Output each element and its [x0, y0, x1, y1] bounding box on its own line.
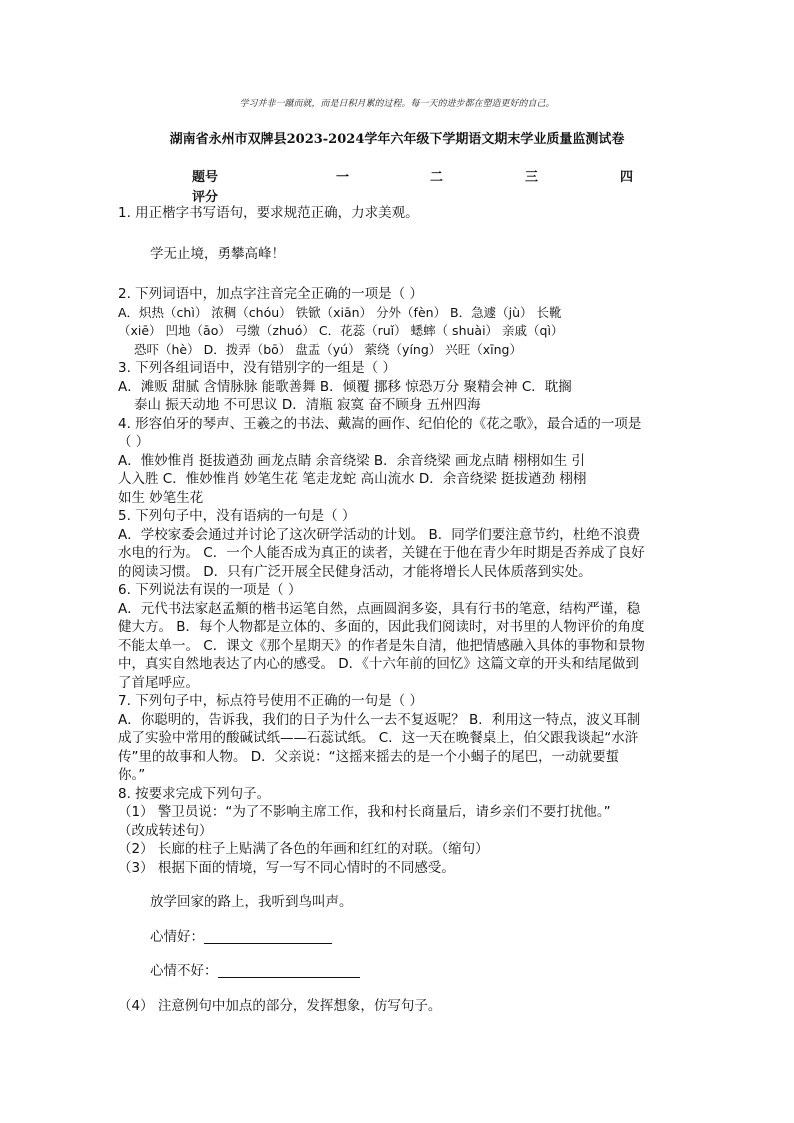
- q4-options-line: 如生 妙笔生花: [118, 489, 204, 506]
- q7-options-line: 传”里的故事和人物。 D．父亲说：“这摇来摇去的是一个小蝎子的尾巴，一动就要蜇: [118, 748, 620, 765]
- question-list: [118, 204, 676, 1015]
- q5-options-line: A．学校家委会通过并讨论了这次研学活动的计划。 B．同学们要注意节约，杜绝不浪费: [118, 526, 641, 543]
- q2-options-line: A．炽热（chì） 浓稠（chóu） 铁锨（xiān） 分外（fèn） B．急遽（jù） 长靴: [118, 304, 562, 320]
- q3-options-line: A．滩贩 甜腻 含情脉脉 能歌善舞 B．倾覆 挪移 惊恐万分 聚精会神 C．耽搁: [118, 378, 572, 395]
- score-table-eval-row: [0, 186, 794, 204]
- q8-part-3: （3） 根据下面的情境，写一写不同心情时的不同感受。: [118, 859, 455, 876]
- q8-part-2: （2） 长廊的柱子上贴满了各色的年画和红红的对联。（缩句）: [118, 841, 489, 857]
- bad-mood-label: 心情不好：: [150, 963, 218, 979]
- q8-part-4: （4） 注意例句中加点的部分，发挥想象，仿写句子。: [118, 997, 442, 1014]
- q7-options-line: A．你聪明的，告诉我，我们的日子为什么一去不复返呢？ B．利用这一特点，波义耳制: [118, 711, 641, 728]
- bad-mood-row: [118, 962, 676, 981]
- page-motto: 学习并非一蹴而就，而是日积月累的过程。每一天的进步都在塑造更好的自己。: [239, 99, 555, 109]
- question-4: 4. 形容伯牙的琴声、王羲之的书法、戴嵩的画作、纪伯伦的《花之歌》，最合适的一项是: [118, 415, 642, 432]
- q2-options-line: （xiē） 凹地（āo） 弓缴（zhuó） C．花蕊（ruǐ） 蟋蟀（ shuài） 亲戚（qì）: [118, 323, 564, 338]
- score-col-4: 四: [620, 170, 634, 185]
- good-mood-answer-blank[interactable]: [204, 929, 332, 944]
- question-8: 8. 按要求完成下列句子。: [118, 785, 271, 802]
- score-table-label: 题号: [192, 170, 219, 185]
- question-7: 7. 下列句子中，标点符号使用不正确的一句是（ ）: [118, 693, 423, 709]
- q2-options-line: 恐吓（hè） D．拨弄（bō） 盘盂（yú） 萦绕（yíng） 兴旺（xīng）: [134, 341, 522, 357]
- q7-options-line: 你。”: [118, 767, 146, 783]
- copy-sentence: 学无止境，勇攀高峰！: [150, 245, 285, 262]
- good-mood-label: 心情好：: [150, 928, 204, 945]
- exam-title: 湖南省永州市双牌县2023-2024学年六年级下学期语文期末学业质量监测试卷: [169, 132, 625, 147]
- question-6: 6. 下列说法有误的一项是（ ）: [118, 582, 302, 598]
- question-3: 3. 下列各组词语中，没有错别字的一组是（ ）: [118, 360, 396, 376]
- q6-options-line: A．元代书法家赵孟頫的楷书运笔自然，点画圆润多姿，具有行书的笔意，结构严谨，稳: [118, 600, 641, 617]
- q4-options-line: A．惟妙惟肖 挺拔遒劲 画龙点睛 余音绕梁 B．余音绕梁 画龙点睛 栩栩如生 引: [118, 452, 586, 469]
- score-table-header: [0, 166, 794, 184]
- q8-part-1: （1） 警卫员说：“为了不影响主席工作，我和村长商量后，请乡亲们不要打扰他。”: [118, 804, 611, 820]
- q6-options-line: 健大方。 B．每个人物都是立体的、多面的，因此我们阅读时，对书里的人物评价的角度: [118, 619, 645, 635]
- score-col-1: 一: [336, 170, 350, 185]
- score-col-3: 三: [525, 170, 539, 185]
- q5-options-line: 的阅读习惯。 D．只有广泛开展全民健身活动，才能将增长人民体质落到实处。: [118, 563, 592, 580]
- q6-options-line: 不能太单一。 C．课文《那个星期天》的作者是朱自清，他把情感融入具体的事物和景物: [118, 637, 645, 654]
- q7-options-line: 成了实验中常用的酸碱试纸——石蕊试纸。 C．这一天在晚餐桌上，伯父跟我谈起“水浒: [118, 730, 639, 746]
- question-5: 5. 下列句子中，没有语病的一句是（ ）: [118, 508, 356, 524]
- score-col-2: 二: [430, 170, 444, 185]
- q3-options-line: 泰山 振天动地 不可思议 D．清瓶 寂寞 奋不顾身 五州四海: [134, 397, 481, 413]
- scenario-text: 放学回家的路上，我听到鸟叫声。: [150, 894, 353, 910]
- q6-options-line: 中，真实自然地表达了内心的感受。 D．《十六年前的回忆》这篇文章的开头和结尾做到: [118, 656, 639, 672]
- q4-options-line: 人入胜 C．惟妙惟肖 妙笔生花 笔走龙蛇 高山流水 D．余音绕梁 挺拔遒劲 栩栩: [118, 471, 587, 487]
- q6-options-line: 了首尾呼应。: [118, 674, 199, 691]
- bad-mood-answer-blank[interactable]: [218, 963, 360, 978]
- question-1: 1. 用正楷字书写语句，要求规范正确，力求美观。: [118, 205, 419, 221]
- score-eval-label: 评分: [192, 190, 219, 205]
- q8-part-1-instruction: （改成转述句）: [118, 822, 213, 839]
- good-mood-row: [118, 928, 676, 947]
- question-2: 2. 下列词语中，加点字注音完全正确的一项是（ ）: [118, 286, 423, 302]
- q5-options-line: 水电的行为。 C．一个人能否成为真正的读者，关键在于他在青少年时期是否养成了良好: [118, 545, 645, 561]
- q4-answer-bracket: （ ）: [118, 434, 150, 450]
